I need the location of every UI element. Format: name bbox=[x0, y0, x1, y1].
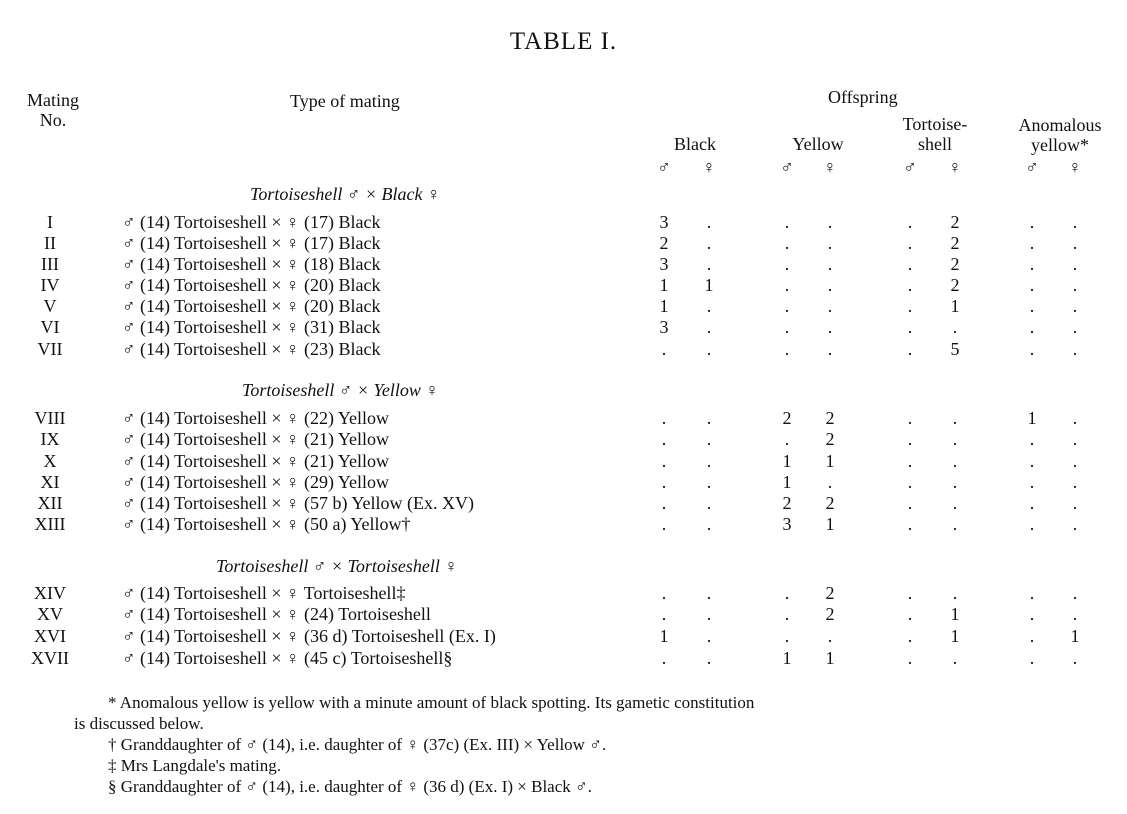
cell-black-female: . bbox=[706, 583, 712, 603]
mating-number: XI bbox=[40, 472, 60, 492]
mating-number: II bbox=[44, 233, 56, 253]
table-row bbox=[0, 648, 1127, 669]
cell-anomalous-male: . bbox=[1029, 429, 1035, 449]
cell-tortoiseshell-male: . bbox=[907, 648, 913, 668]
footnote: * Anomalous yellow is yellow with a minute amount of black spotting. Its gametic constitution bbox=[108, 693, 755, 712]
mating-type: ♂ (14) Tortoiseshell × ♀ (50 a) Yellow† bbox=[122, 514, 411, 534]
cell-tortoiseshell-male: . bbox=[907, 339, 913, 359]
footnotes bbox=[74, 692, 1074, 797]
cell-anomalous-female: 1 bbox=[1070, 626, 1080, 646]
mating-type: ♂ (14) Tortoiseshell × ♀ (24) Tortoiseshell bbox=[122, 604, 431, 624]
cell-yellow-male: . bbox=[784, 429, 790, 449]
header-tortoiseshell-line1: Tortoise- bbox=[902, 114, 968, 134]
cell-anomalous-female: . bbox=[1072, 317, 1078, 337]
cell-black-male: . bbox=[661, 429, 667, 449]
mating-type: ♂ (14) Tortoiseshell × ♀ (45 c) Tortoiseshell§ bbox=[122, 648, 453, 668]
cell-black-female: . bbox=[706, 339, 712, 359]
cell-tortoiseshell-female: 2 bbox=[950, 275, 960, 295]
mating-type: ♂ (14) Tortoiseshell × ♀ (17) Black bbox=[122, 212, 381, 232]
cell-black-female: . bbox=[706, 451, 712, 471]
cell-anomalous-female: . bbox=[1072, 296, 1078, 316]
cell-black-female: . bbox=[706, 648, 712, 668]
header-anomalous-line1: Anomalous bbox=[1018, 115, 1102, 135]
mating-type: ♂ (14) Tortoiseshell × ♀ (20) Black bbox=[122, 296, 381, 316]
cell-black-female: . bbox=[706, 429, 712, 449]
header-tortoiseshell bbox=[880, 114, 990, 154]
sex-symbol-male: ♂ bbox=[1025, 157, 1039, 177]
cell-tortoiseshell-male: . bbox=[907, 408, 913, 428]
header-offspring: Offspring bbox=[828, 87, 898, 107]
cell-black-female: 1 bbox=[704, 275, 714, 295]
mating-type: ♂ (14) Tortoiseshell × ♀ (22) Yellow bbox=[122, 408, 390, 428]
mating-type: ♂ (14) Tortoiseshell × ♀ (20) Black bbox=[122, 275, 381, 295]
cell-anomalous-male: 1 bbox=[1027, 408, 1037, 428]
cell-tortoiseshell-female: . bbox=[952, 514, 958, 534]
cell-anomalous-female: . bbox=[1072, 275, 1078, 295]
cell-black-female: . bbox=[706, 626, 712, 646]
cell-anomalous-male: . bbox=[1029, 296, 1035, 316]
footnote: † Granddaughter of ♂ (14), i.e. daughter of ♀ (37c) (Ex. III) × Yellow ♂. bbox=[108, 735, 607, 754]
cell-yellow-female: 2 bbox=[825, 493, 835, 513]
cell-yellow-female: . bbox=[827, 626, 833, 646]
cell-tortoiseshell-female: 1 bbox=[950, 296, 960, 316]
cell-yellow-female: 2 bbox=[825, 429, 835, 449]
cell-anomalous-female: . bbox=[1072, 648, 1078, 668]
cell-yellow-male: . bbox=[784, 233, 790, 253]
cell-black-male: . bbox=[661, 514, 667, 534]
cell-yellow-female: . bbox=[827, 212, 833, 232]
cell-tortoiseshell-male: . bbox=[907, 296, 913, 316]
mating-number: XV bbox=[37, 604, 63, 624]
table-row bbox=[0, 317, 1127, 338]
cell-black-male: . bbox=[661, 604, 667, 624]
cell-black-female: . bbox=[706, 493, 712, 513]
cell-tortoiseshell-male: . bbox=[907, 514, 913, 534]
cell-anomalous-male: . bbox=[1029, 583, 1035, 603]
cell-anomalous-male: . bbox=[1029, 514, 1035, 534]
mating-number: XIV bbox=[34, 583, 66, 603]
cell-yellow-male: . bbox=[784, 317, 790, 337]
cell-anomalous-female: . bbox=[1072, 451, 1078, 471]
cell-tortoiseshell-male: . bbox=[907, 233, 913, 253]
section-title: Tortoiseshell ♂ × Yellow ♀ bbox=[242, 380, 439, 400]
cell-yellow-male: . bbox=[784, 339, 790, 359]
cell-anomalous-male: . bbox=[1029, 339, 1035, 359]
mating-type: ♂ (14) Tortoiseshell × ♀ (21) Yellow bbox=[122, 451, 390, 471]
mating-number: IX bbox=[40, 429, 60, 449]
cell-black-male: 3 bbox=[659, 254, 669, 274]
cell-yellow-female: . bbox=[827, 254, 833, 274]
mating-number: IV bbox=[40, 275, 60, 295]
cell-tortoiseshell-male: . bbox=[907, 451, 913, 471]
cell-anomalous-male: . bbox=[1029, 317, 1035, 337]
cell-yellow-female: . bbox=[827, 339, 833, 359]
cell-anomalous-male: . bbox=[1029, 493, 1035, 513]
cell-tortoiseshell-male: . bbox=[907, 583, 913, 603]
cell-black-male: 1 bbox=[659, 296, 669, 316]
cell-tortoiseshell-female: . bbox=[952, 493, 958, 513]
cell-black-female: . bbox=[706, 514, 712, 534]
mating-type: ♂ (14) Tortoiseshell × ♀ (17) Black bbox=[122, 233, 381, 253]
mating-number: XII bbox=[37, 493, 63, 513]
cell-tortoiseshell-female: 2 bbox=[950, 254, 960, 274]
cell-black-female: . bbox=[706, 212, 712, 232]
table-row bbox=[0, 254, 1127, 275]
cell-tortoiseshell-female: . bbox=[952, 429, 958, 449]
cell-yellow-male: 1 bbox=[782, 472, 792, 492]
mating-number: VIII bbox=[34, 408, 66, 428]
cell-black-male: 3 bbox=[659, 317, 669, 337]
cell-yellow-female: 2 bbox=[825, 604, 835, 624]
mating-type: ♂ (14) Tortoiseshell × ♀ (29) Yellow bbox=[122, 472, 390, 492]
cell-yellow-male: 2 bbox=[782, 408, 792, 428]
header-anomalous-line2: yellow* bbox=[1031, 135, 1089, 155]
cell-anomalous-male: . bbox=[1029, 604, 1035, 624]
footnote: ‡ Mrs Langdale's mating. bbox=[108, 756, 282, 775]
cell-anomalous-male: . bbox=[1029, 212, 1035, 232]
cell-yellow-male: . bbox=[784, 296, 790, 316]
cell-yellow-female: 2 bbox=[825, 408, 835, 428]
cell-black-female: . bbox=[706, 604, 712, 624]
cell-yellow-male: . bbox=[784, 583, 790, 603]
mating-number: VI bbox=[40, 317, 60, 337]
header-mating-no-line1: Mating bbox=[27, 90, 79, 110]
cell-black-female: . bbox=[706, 472, 712, 492]
cell-black-male: . bbox=[661, 493, 667, 513]
cell-black-male: 1 bbox=[659, 275, 669, 295]
cell-yellow-female: . bbox=[827, 472, 833, 492]
cell-black-male: . bbox=[661, 583, 667, 603]
mating-number: V bbox=[43, 296, 57, 316]
mating-type: ♂ (14) Tortoiseshell × ♀ Tortoiseshell‡ bbox=[122, 583, 406, 603]
cell-tortoiseshell-male: . bbox=[907, 317, 913, 337]
cell-black-female: . bbox=[706, 317, 712, 337]
mating-type: ♂ (14) Tortoiseshell × ♀ (23) Black bbox=[122, 339, 381, 359]
cell-anomalous-male: . bbox=[1029, 451, 1035, 471]
cell-tortoiseshell-female: 5 bbox=[950, 339, 960, 359]
cell-tortoiseshell-male: . bbox=[907, 493, 913, 513]
header-tortoiseshell-line2: shell bbox=[918, 134, 952, 154]
cell-tortoiseshell-male: . bbox=[907, 254, 913, 274]
footnote: § Granddaughter of ♂ (14), i.e. daughter of ♀ (36 d) (Ex. I) × Black ♂. bbox=[108, 777, 593, 796]
cell-yellow-female: . bbox=[827, 317, 833, 337]
sex-symbol-male: ♂ bbox=[780, 157, 794, 177]
table-row bbox=[0, 583, 1127, 604]
mating-type: ♂ (14) Tortoiseshell × ♀ (36 d) Tortoiseshell (Ex. I) bbox=[122, 626, 496, 646]
table-row bbox=[0, 408, 1127, 429]
cell-black-female: . bbox=[706, 296, 712, 316]
cell-tortoiseshell-female: . bbox=[952, 317, 958, 337]
cell-black-male: . bbox=[661, 472, 667, 492]
cell-black-female: . bbox=[706, 233, 712, 253]
cell-tortoiseshell-female: . bbox=[952, 472, 958, 492]
table-row bbox=[0, 472, 1127, 493]
sex-symbol-female: ♀ bbox=[702, 157, 716, 177]
mating-number: X bbox=[43, 451, 57, 471]
cell-tortoiseshell-female: . bbox=[952, 451, 958, 471]
cell-black-female: . bbox=[706, 254, 712, 274]
table-row bbox=[0, 275, 1127, 296]
cell-black-male: . bbox=[661, 451, 667, 471]
mating-number: XVI bbox=[34, 626, 66, 646]
cell-black-male: . bbox=[661, 339, 667, 359]
table-row bbox=[0, 451, 1127, 472]
cell-tortoiseshell-male: . bbox=[907, 275, 913, 295]
footnote-continuation: is discussed below. bbox=[74, 714, 204, 733]
cell-tortoiseshell-female: 1 bbox=[950, 604, 960, 624]
cell-anomalous-female: . bbox=[1072, 339, 1078, 359]
header-yellow: Yellow bbox=[792, 134, 844, 154]
cell-yellow-male: . bbox=[784, 604, 790, 624]
cell-yellow-male: 1 bbox=[782, 451, 792, 471]
cell-tortoiseshell-male: . bbox=[907, 212, 913, 232]
cell-anomalous-female: . bbox=[1072, 604, 1078, 624]
section-title: Tortoiseshell ♂ × Tortoiseshell ♀ bbox=[216, 556, 458, 576]
cell-yellow-female: 1 bbox=[825, 451, 835, 471]
cell-anomalous-female: . bbox=[1072, 212, 1078, 232]
sex-symbol-female: ♀ bbox=[1068, 157, 1082, 177]
cell-yellow-female: . bbox=[827, 296, 833, 316]
table-row bbox=[0, 626, 1127, 647]
cell-yellow-male: 1 bbox=[782, 648, 792, 668]
cell-black-male: 1 bbox=[659, 626, 669, 646]
mating-type: ♂ (14) Tortoiseshell × ♀ (21) Yellow bbox=[122, 429, 390, 449]
sex-symbol-female: ♀ bbox=[823, 157, 837, 177]
cell-anomalous-female: . bbox=[1072, 472, 1078, 492]
header-mating-no-line2: No. bbox=[39, 110, 67, 130]
cell-anomalous-male: . bbox=[1029, 472, 1035, 492]
cell-yellow-female: 2 bbox=[825, 583, 835, 603]
cell-yellow-female: 1 bbox=[825, 648, 835, 668]
cell-anomalous-female: . bbox=[1072, 514, 1078, 534]
header-type-of-mating: Type of mating bbox=[290, 91, 400, 111]
cell-anomalous-female: . bbox=[1072, 254, 1078, 274]
mating-number: I bbox=[47, 212, 53, 232]
cell-anomalous-female: . bbox=[1072, 233, 1078, 253]
mating-type: ♂ (14) Tortoiseshell × ♀ (57 b) Yellow (Ex. XV) bbox=[122, 493, 475, 513]
header-black: Black bbox=[674, 134, 716, 154]
cell-tortoiseshell-female: 2 bbox=[950, 212, 960, 232]
cell-tortoiseshell-female: . bbox=[952, 583, 958, 603]
cell-anomalous-male: . bbox=[1029, 626, 1035, 646]
cell-yellow-female: 1 bbox=[825, 514, 835, 534]
table-row bbox=[0, 296, 1127, 317]
table-row bbox=[0, 493, 1127, 514]
cell-tortoiseshell-female: . bbox=[952, 408, 958, 428]
table-row bbox=[0, 514, 1127, 535]
cell-black-female: . bbox=[706, 408, 712, 428]
cell-anomalous-male: . bbox=[1029, 275, 1035, 295]
cell-anomalous-male: . bbox=[1029, 254, 1035, 274]
mating-number: XVII bbox=[31, 648, 69, 668]
cell-tortoiseshell-female: . bbox=[952, 648, 958, 668]
cell-anomalous-male: . bbox=[1029, 233, 1035, 253]
cell-anomalous-female: . bbox=[1072, 429, 1078, 449]
cell-yellow-male: . bbox=[784, 275, 790, 295]
cell-yellow-female: . bbox=[827, 275, 833, 295]
mating-number: VII bbox=[37, 339, 63, 359]
cell-yellow-male: . bbox=[784, 626, 790, 646]
cell-anomalous-female: . bbox=[1072, 408, 1078, 428]
cell-yellow-female: . bbox=[827, 233, 833, 253]
cell-yellow-male: . bbox=[784, 254, 790, 274]
sex-symbol-male: ♂ bbox=[903, 157, 917, 177]
cell-tortoiseshell-female: 1 bbox=[950, 626, 960, 646]
sex-symbol-male: ♂ bbox=[657, 157, 671, 177]
cell-tortoiseshell-male: . bbox=[907, 429, 913, 449]
cell-tortoiseshell-female: 2 bbox=[950, 233, 960, 253]
cell-anomalous-female: . bbox=[1072, 583, 1078, 603]
table-row bbox=[0, 604, 1127, 625]
section-title: Tortoiseshell ♂ × Black ♀ bbox=[250, 184, 441, 204]
table-row bbox=[0, 212, 1127, 233]
sex-symbol-female: ♀ bbox=[948, 157, 962, 177]
cell-black-male: 2 bbox=[659, 233, 669, 253]
cell-yellow-male: . bbox=[784, 212, 790, 232]
header-mating-no bbox=[20, 90, 86, 130]
mating-type: ♂ (14) Tortoiseshell × ♀ (31) Black bbox=[122, 317, 381, 337]
table-title: TABLE I. bbox=[509, 28, 618, 55]
cell-yellow-male: 2 bbox=[782, 493, 792, 513]
cell-tortoiseshell-male: . bbox=[907, 604, 913, 624]
cell-anomalous-female: . bbox=[1072, 493, 1078, 513]
mating-number: III bbox=[41, 254, 59, 274]
cell-anomalous-male: . bbox=[1029, 648, 1035, 668]
cell-black-male: 3 bbox=[659, 212, 669, 232]
header-anomalous-yellow bbox=[995, 115, 1125, 155]
cell-black-male: . bbox=[661, 648, 667, 668]
cell-tortoiseshell-male: . bbox=[907, 472, 913, 492]
mating-type: ♂ (14) Tortoiseshell × ♀ (18) Black bbox=[122, 254, 381, 274]
cell-yellow-male: 3 bbox=[782, 514, 792, 534]
table-row bbox=[0, 339, 1127, 360]
cell-black-male: . bbox=[661, 408, 667, 428]
cell-tortoiseshell-male: . bbox=[907, 626, 913, 646]
table-row bbox=[0, 429, 1127, 450]
table-row bbox=[0, 233, 1127, 254]
mating-number: XIII bbox=[34, 514, 66, 534]
